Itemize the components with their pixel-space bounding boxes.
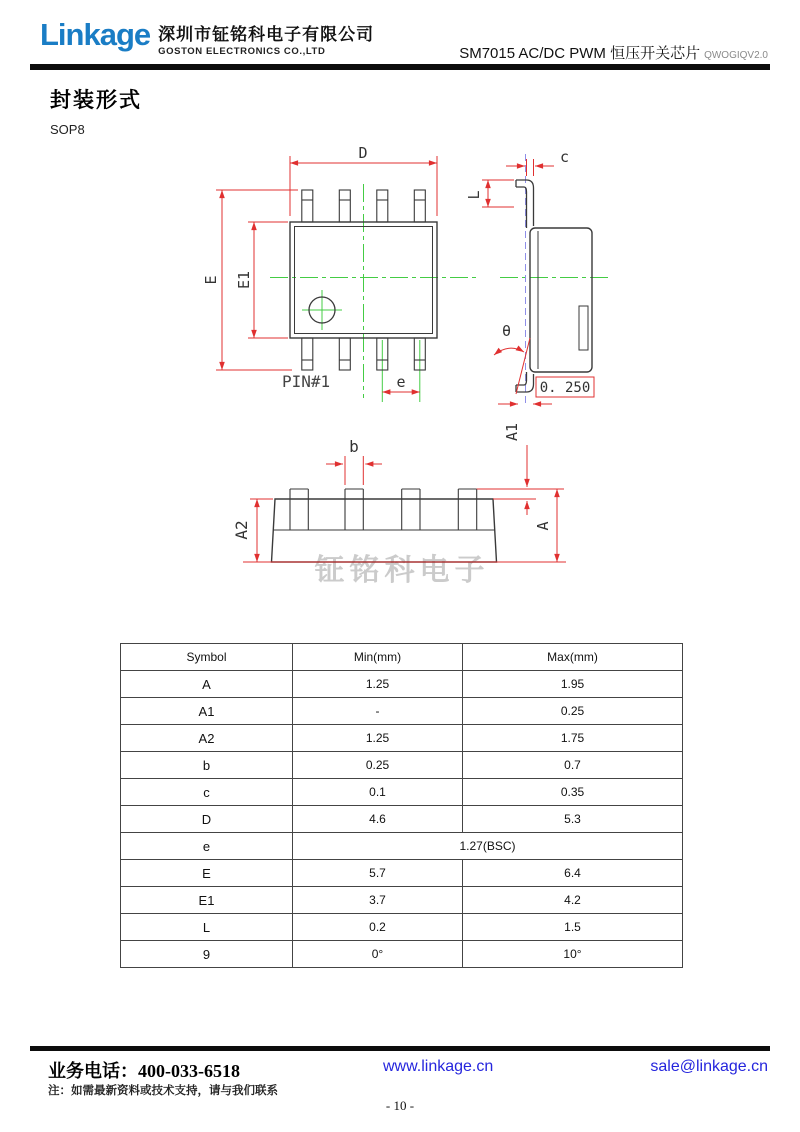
dim-label-A1: A1: [503, 422, 521, 442]
front-view: [232, 423, 566, 562]
cell-min: 1.25: [293, 725, 463, 752]
page-number: - 10 -: [385, 1098, 415, 1113]
dim-label-theta: θ: [502, 322, 512, 340]
table-row: [121, 725, 683, 752]
footer-website-link[interactable]: www.linkage.cn: [383, 1058, 494, 1075]
cell-span-value: 1.27(BSC): [293, 833, 683, 860]
footer-email-link[interactable]: sale@linkage.cn: [650, 1058, 768, 1075]
header-logo-block: [40, 18, 374, 57]
front-view-dimensions: [243, 445, 566, 562]
cell-max: 1.5: [463, 914, 683, 941]
dim-label-standoff: 0. 250: [539, 380, 591, 396]
company-name-en: GOSTON ELECTRONICS CO.,LTD: [158, 46, 326, 57]
cell-max: 0.35: [463, 779, 683, 806]
footer-divider: [30, 1046, 770, 1051]
doc-version-code: QWOGIQV2.0: [704, 50, 768, 61]
pin1-label: PIN#1: [282, 372, 331, 391]
table-row: [121, 671, 683, 698]
cell-min: 5.7: [293, 860, 463, 887]
section-title: 封装形式: [50, 89, 142, 112]
company-name-cn: 深圳市钲铭科电子有限公司: [158, 25, 375, 44]
cell-max: 1.95: [463, 671, 683, 698]
cell-max: 5.3: [463, 806, 683, 833]
dim-label-D: D: [358, 144, 368, 162]
table-row-e-spanned: [121, 833, 683, 860]
table-row: [121, 698, 683, 725]
cell-max: 10°: [463, 941, 683, 968]
cell-symbol: e: [121, 833, 293, 860]
dim-label-e: e: [396, 373, 406, 391]
header-divider: [30, 64, 770, 70]
dim-label-E: E: [202, 275, 220, 285]
document-title: [459, 42, 768, 63]
cell-symbol: E: [121, 860, 293, 887]
cell-min: 4.6: [293, 806, 463, 833]
cell-min: 0.25: [293, 752, 463, 779]
cell-min: 1.25: [293, 671, 463, 698]
footer-phone: 业务电话：400-033-6518: [48, 1061, 240, 1081]
product-title: SM7015 AC/DC PWM 恒压开关芯片: [459, 45, 701, 62]
table-row: [121, 752, 683, 779]
package-outline-drawing: [30, 140, 770, 620]
cell-symbol: L: [121, 914, 293, 941]
col-header-max: Max(mm): [463, 644, 683, 671]
table-row: [121, 806, 683, 833]
cell-symbol: E1: [121, 887, 293, 914]
dim-label-c: c: [560, 148, 570, 166]
cell-max: 1.75: [463, 725, 683, 752]
side-view-body: [516, 180, 592, 392]
linkage-logo: Linkage: [40, 17, 151, 52]
table-row: [121, 941, 683, 968]
cell-min: 3.7: [293, 887, 463, 914]
front-view-body: [272, 489, 497, 562]
cell-symbol: D: [121, 806, 293, 833]
dim-label-A: A: [534, 521, 552, 531]
company-name-block: [158, 20, 374, 57]
package-dimension-table: [120, 643, 683, 968]
dim-label-A2: A2: [232, 520, 251, 540]
watermark-text: 钲铭科电子: [314, 554, 490, 587]
cell-min: -: [293, 698, 463, 725]
top-view: [202, 144, 480, 402]
table-header-row: [121, 644, 683, 671]
cell-symbol: c: [121, 779, 293, 806]
dim-label-L: L: [465, 190, 483, 200]
cell-symbol: 9: [121, 941, 293, 968]
cell-max: 6.4: [463, 860, 683, 887]
cell-min: 0°: [293, 941, 463, 968]
table-row: [121, 914, 683, 941]
cell-symbol: A2: [121, 725, 293, 752]
cell-symbol: A: [121, 671, 293, 698]
table-row: [121, 779, 683, 806]
cell-symbol: b: [121, 752, 293, 779]
col-header-symbol: Symbol: [121, 644, 293, 671]
cell-symbol: A1: [121, 698, 293, 725]
cell-max: 4.2: [463, 887, 683, 914]
cell-min: 0.2: [293, 914, 463, 941]
cell-max: 0.25: [463, 698, 683, 725]
package-type-label: SOP8: [50, 122, 85, 137]
dim-label-b: b: [349, 437, 359, 456]
cell-max: 0.7: [463, 752, 683, 779]
table-row: [121, 860, 683, 887]
table-row: [121, 887, 683, 914]
dim-label-E1: E1: [235, 270, 253, 290]
col-header-min: Min(mm): [293, 644, 463, 671]
side-view: [465, 148, 610, 406]
footer-note: 注：如需最新资料或技术支持，请与我们联系: [48, 1085, 278, 1097]
cell-min: 0.1: [293, 779, 463, 806]
